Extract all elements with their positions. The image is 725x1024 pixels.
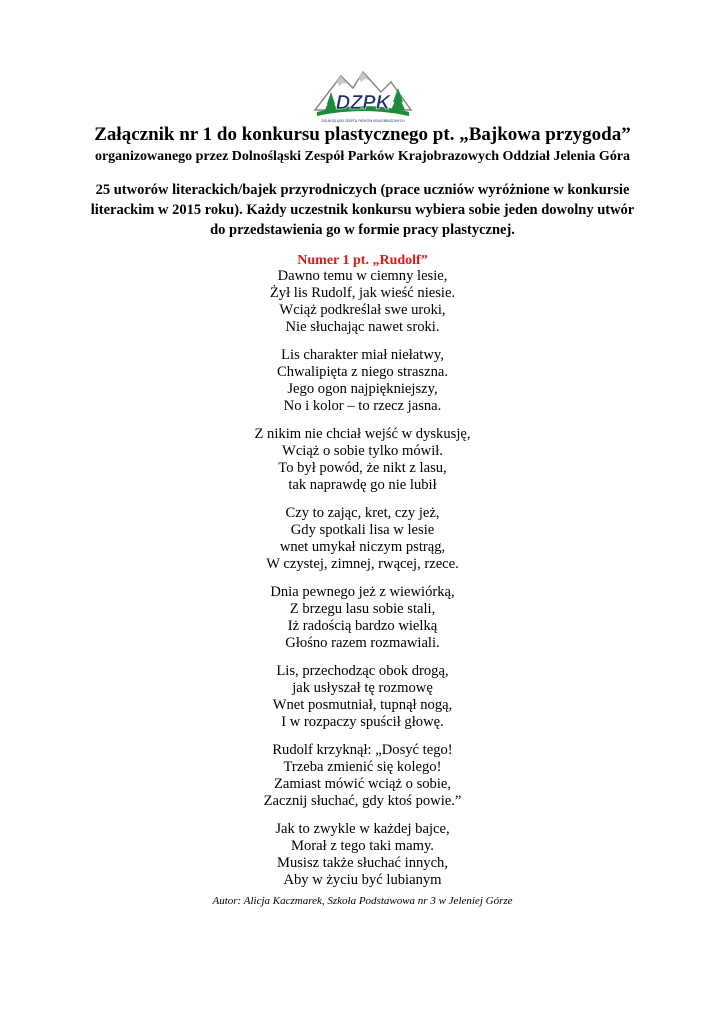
poem-stanza [0,268,725,336]
poem-line: Chwalipięta z niego straszna. [276,364,448,380]
intro-line: 25 utworów literackich/bajek przyrodniczych (prace uczniów wyróżnione w konkursie [95,182,630,198]
poem-stanza [0,821,725,889]
poem-line: wnet umykał niczym pstrąg, [279,539,446,555]
poem-line: Lis, przechodząc obok drogą, [276,663,449,679]
poem-line: No i kolor – to rzecz jasna. [283,398,442,414]
page-subtitle: organizowanego przez Dolnośląski Zespół Parków Krajobrazowych Oddział Jelenia Góra [94,149,631,164]
intro-line: literackim w 2015 roku). Każdy uczestnik konkursu wybiera sobie jeden dowolny utwór [90,202,635,218]
poem-stanza [0,505,725,573]
poem-line: W czystej, zimnej, rwącej, rzece. [266,556,459,572]
poem-stanza [0,347,725,415]
poem-line: Z nikim nie chciał wejść w dyskusję, [254,426,471,442]
poem-line: Dnia pewnego jeż z wiewiórką, [270,584,455,600]
poem-line: I w rozpaczy spuścił głowę. [281,714,444,730]
poem-line: jak usłyszał tę rozmowę [292,680,433,696]
poem-line: Z brzegu lasu sobie stali, [289,601,436,617]
poem-line: Dawno temu w ciemny lesie, [277,268,448,284]
poem-line: Iż radością bardzo wielką [287,618,438,634]
intro-line: do przedstawienia go w formie pracy plastycznej. [210,222,515,238]
poem-line: To był powód, że nikt z lasu, [278,460,447,476]
poem-title: Numer 1 pt. „Rudolf” [297,253,428,268]
poem-line: Aby w życiu być lubianym [283,872,442,888]
poem-line: Głośno razem rozmawiali. [285,635,440,651]
logo-text: DZPK [335,92,391,114]
poem-stanza [0,584,725,652]
poem-line: Czy to zając, kret, czy jeż, [285,505,440,521]
poem-line: Nie słuchając nawet sroki. [285,319,440,335]
poem-stanza [0,742,725,810]
poem-stanza [0,426,725,494]
poem-line: Wnet posmutniał, tupnął nogą, [272,697,453,713]
poem-line: Zacznij słuchać, gdy ktoś powie.” [263,793,462,809]
poem-line: Gdy spotkali lisa w lesie [290,522,435,538]
poem-body [0,268,725,900]
poem-line: Zamiast mówić wciąż o sobie, [273,776,452,792]
page-title: Załącznik nr 1 do konkursu plastycznego pt. „Bajkowa przygoda” [94,124,631,145]
poem-line: Żył lis Rudolf, jak wieść niesie. [269,285,456,301]
poem-line: Wciąż o sobie tylko mówił. [282,443,443,459]
poem-line: tak naprawdę go nie lubił [288,477,437,493]
dzpk-logo [311,66,415,124]
poem-line: Wciąż podkreślał swe uroki, [279,302,446,318]
poem-line: Rudolf krzyknął: „Dosyć tego! [272,742,453,758]
poem-line: Musisz także słuchać innych, [276,855,449,871]
author-credit: Autor: Alicja Kaczmarek, Szkoła Podstawowa nr 3 w Jeleniej Górze [212,895,513,907]
poem-line: Jak to zwykle w każdej bajce, [275,821,450,837]
logo-tagline: DOLNOŚLĄSKI ZESPÓŁ PARKÓW KRAJOBRAZOWYCH [321,119,405,123]
intro-paragraph [60,180,665,240]
poem-line: Morał z tego taki mamy. [291,838,434,854]
poem-line: Trzeba zmienić się kolego! [283,759,442,775]
poem-line: Lis charakter miał niełatwy, [281,347,444,363]
poem-line: Jego ogon najpiękniejszy, [287,381,438,397]
poem-stanza [0,663,725,731]
